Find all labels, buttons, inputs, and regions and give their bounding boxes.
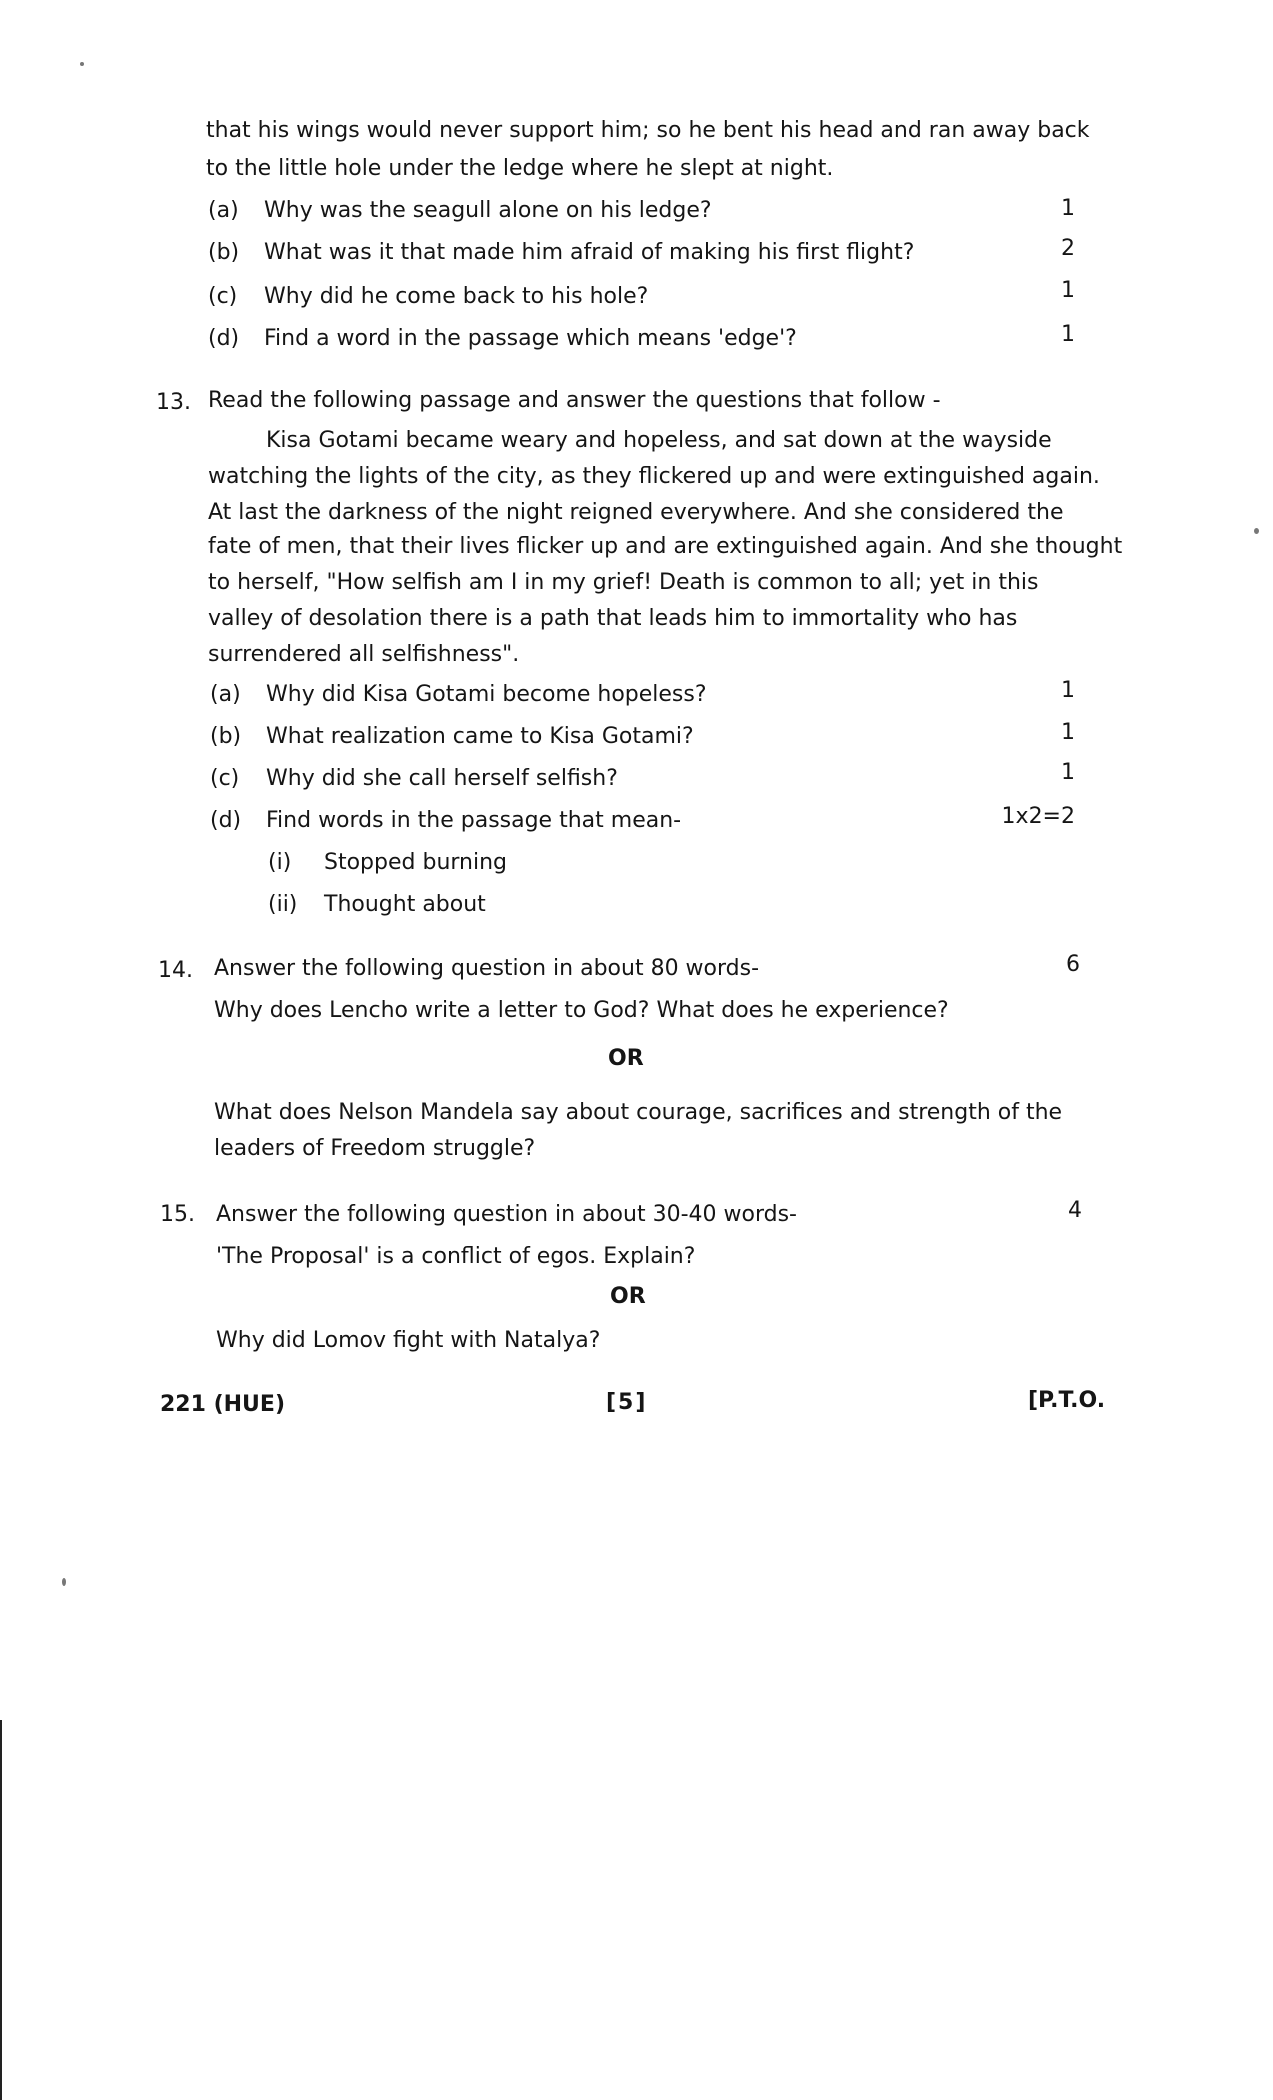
q12-item-b-text: What was it that made him afraid of making his first flight? xyxy=(264,240,915,265)
scan-speck xyxy=(80,62,84,66)
q13-item-b-text: What realization came to Kisa Gotami? xyxy=(266,724,694,749)
q15-marks: 4 xyxy=(1068,1198,1082,1223)
q13-subitem-ii-label: (ii) xyxy=(268,892,298,917)
q13-subitem-i xyxy=(268,848,507,878)
q15-or: OR xyxy=(610,1284,646,1309)
q13-item-d-marks: 1x2=2 xyxy=(1001,804,1075,829)
q13-item-c-text: Why did she call herself selfish? xyxy=(266,766,618,791)
q15-question-2: Why did Lomov fight with Natalya? xyxy=(216,1328,601,1353)
q14-marks: 6 xyxy=(1066,952,1080,977)
q13-passage-line-6: valley of desolation there is a path that leads him to immortality who has xyxy=(208,606,1018,631)
footer-page-number: [5] xyxy=(606,1390,648,1415)
q13-item-d-label: (d) xyxy=(210,808,242,833)
passage-end-line-1: that his wings would never support him; so he bent his head and ran away back xyxy=(206,118,1090,143)
q12-item-d-marks: 1 xyxy=(1061,322,1075,347)
q12-item-d-text: Find a word in the passage which means 'edge'? xyxy=(264,326,797,351)
q13-item-c-label: (c) xyxy=(210,766,240,791)
q14-instruction: Answer the following question in about 80 words- xyxy=(214,956,760,981)
q14-question-2-line-2: leaders of Freedom struggle? xyxy=(214,1136,536,1161)
q13-passage-line-5: to herself, "How selfish am I in my grief! Death is common to all; yet in this xyxy=(208,570,1039,595)
q13-item-b-label: (b) xyxy=(210,724,242,749)
q12-item-b-marks: 2 xyxy=(1061,236,1075,261)
passage-end-line-2: to the little hole under the ledge where he slept at night. xyxy=(206,156,834,181)
scan-speck xyxy=(1254,528,1259,534)
q13-item-c xyxy=(210,764,618,794)
q12-item-a-label: (a) xyxy=(208,198,239,223)
q13-item-b xyxy=(210,722,694,752)
footer-pto: [P.T.O. xyxy=(1028,1388,1106,1413)
q13-subitem-ii-text: Thought about xyxy=(324,892,486,917)
q14-question-1: Why does Lencho write a letter to God? What does he experience? xyxy=(214,998,949,1023)
q12-item-b xyxy=(208,238,914,268)
q14-or: OR xyxy=(608,1046,644,1071)
q13-subitem-i-text: Stopped burning xyxy=(324,850,508,875)
scan-margin-line xyxy=(0,1720,2,2100)
q12-item-a-text: Why was the seagull alone on his ledge? xyxy=(264,198,712,223)
q15-question-1: 'The Proposal' is a conflict of egos. Explain? xyxy=(216,1244,696,1269)
q13-item-d xyxy=(210,806,681,836)
q12-item-c xyxy=(208,282,648,312)
q12-item-d xyxy=(208,324,797,354)
q13-passage-line-2: watching the lights of the city, as they flickered up and were extinguished again. xyxy=(208,464,1100,489)
q12-item-c-text: Why did he come back to his hole? xyxy=(264,284,649,309)
q13-subitem-i-label: (i) xyxy=(268,850,292,875)
q13-item-a-label: (a) xyxy=(210,682,241,707)
q12-item-a xyxy=(208,196,712,226)
q12-item-d-label: (d) xyxy=(208,326,240,351)
q13-instruction: Read the following passage and answer the questions that follow - xyxy=(208,388,941,413)
q13-item-d-text: Find words in the passage that mean- xyxy=(266,808,682,833)
q15-number: 15. xyxy=(160,1202,195,1227)
q14-number: 14. xyxy=(158,958,193,983)
q12-item-c-marks: 1 xyxy=(1061,278,1075,303)
q13-item-a-text: Why did Kisa Gotami become hopeless? xyxy=(266,682,707,707)
q13-item-c-marks: 1 xyxy=(1061,760,1075,785)
q12-item-b-label: (b) xyxy=(208,240,240,265)
q13-passage-line-4: fate of men, that their lives flicker up and are extinguished again. And she thought xyxy=(208,534,1123,559)
q14-question-2-line-1: What does Nelson Mandela say about courage, sacrifices and strength of the xyxy=(214,1100,1063,1125)
footer-paper-code: 221 (HUE) xyxy=(160,1392,285,1417)
q13-item-a-marks: 1 xyxy=(1061,678,1075,703)
q13-item-b-marks: 1 xyxy=(1061,720,1075,745)
q13-passage-line-7: surrendered all selfishness". xyxy=(208,642,520,667)
q12-item-c-label: (c) xyxy=(208,284,238,309)
q13-passage-line-3: At last the darkness of the night reigned everywhere. And she considered the xyxy=(208,500,1064,525)
q13-subitem-ii xyxy=(268,890,486,920)
q15-instruction: Answer the following question in about 30-40 words- xyxy=(216,1202,797,1227)
q13-number: 13. xyxy=(156,390,191,415)
q13-passage-line-1: Kisa Gotami became weary and hopeless, and sat down at the wayside xyxy=(266,428,1052,453)
q12-item-a-marks: 1 xyxy=(1061,196,1075,221)
scan-speck xyxy=(62,1578,66,1586)
q13-item-a xyxy=(210,680,707,710)
